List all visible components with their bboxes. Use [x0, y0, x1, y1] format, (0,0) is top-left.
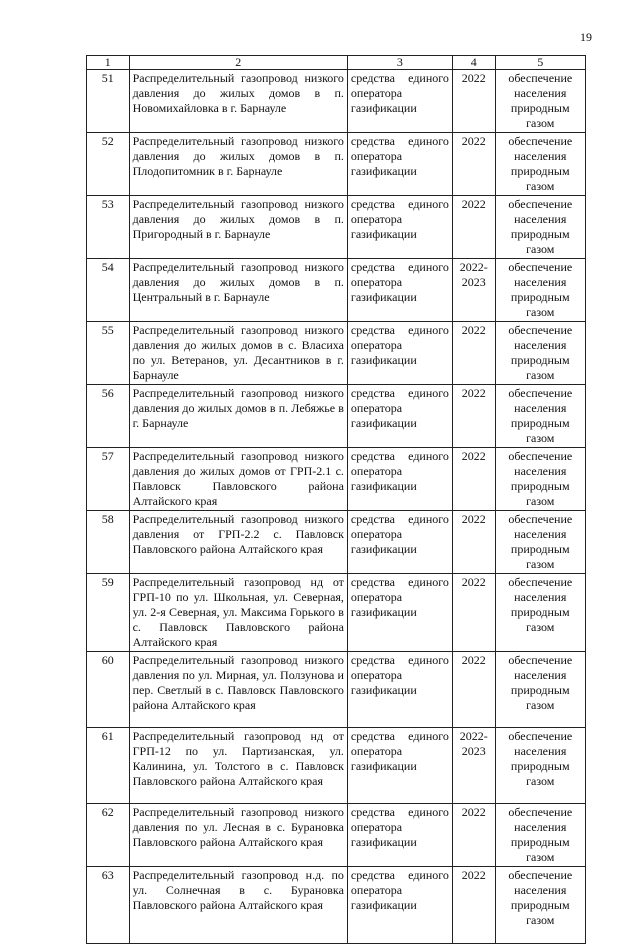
header-col-5: 5	[495, 56, 585, 70]
header-col-2: 2	[129, 56, 347, 70]
page-number: 19	[580, 30, 592, 44]
header-col-4: 4	[452, 56, 495, 70]
funding-source: средства единого оператора газификации	[347, 133, 452, 196]
row-number: 58	[87, 511, 130, 574]
pipeline-name: Распределительный газопровод низкого давления до жилых домов в п. Центральный в г. Барнауле	[129, 259, 347, 322]
table-header-row	[87, 56, 586, 70]
year: 2022	[452, 70, 495, 133]
purpose: обеспечение населения природным газом	[495, 728, 585, 804]
year: 2022	[452, 196, 495, 259]
funding-source: средства единого оператора газификации	[347, 196, 452, 259]
table-row	[87, 804, 586, 867]
pipeline-name: Распределительный газопровод низкого давления до жилых домов в п. Новомихайловка в г. Барнауле	[129, 70, 347, 133]
purpose: обеспечение населения природным газом	[495, 652, 585, 728]
pipeline-name: Распределительный газопровод низкого давления от ГРП-2.2 с. Павловск Павловского района Алтайского края	[129, 511, 347, 574]
year: 2022	[452, 511, 495, 574]
table-row	[87, 385, 586, 448]
year: 2022	[452, 574, 495, 652]
table-row	[87, 728, 586, 804]
pipeline-name: Распределительный газопровод низкого давления по ул. Лесная в с. Бурановка Павловского района Алтайского края	[129, 804, 347, 867]
purpose: обеспечение населения природным газом	[495, 511, 585, 574]
table-body	[87, 70, 586, 944]
gas-pipeline-table	[86, 55, 586, 944]
funding-source: средства единого оператора газификации	[347, 511, 452, 574]
row-number: 59	[87, 574, 130, 652]
funding-source: средства единого оператора газификации	[347, 322, 452, 385]
pipeline-name: Распределительный газопровод низкого давления по ул. Мирная, ул. Ползунова и пер. Светлый в с. Павловск Павловского района Алтайского края	[129, 652, 347, 728]
pipeline-name: Распределительный газопровод низкого давления до жилых домов в с. Власиха по ул. Ветеранов, ул. Десантников в г. Барнауле	[129, 322, 347, 385]
purpose: обеспечение населения природным газом	[495, 867, 585, 944]
row-number: 62	[87, 804, 130, 867]
purpose: обеспечение населения природным газом	[495, 196, 585, 259]
funding-source: средства единого оператора газификации	[347, 448, 452, 511]
pipeline-name: Распределительный газопровод нд от ГРП-12 по ул. Партизанская, ул. Калинина, ул. Толстого в с. Павловск Павловского района Алтайского края	[129, 728, 347, 804]
pipeline-name: Распределительный газопровод низкого давления до жилых домов в п. Лебяжье в г. Барнауле	[129, 385, 347, 448]
purpose: обеспечение населения природным газом	[495, 448, 585, 511]
row-number: 57	[87, 448, 130, 511]
purpose: обеспечение населения природным газом	[495, 385, 585, 448]
row-number: 55	[87, 322, 130, 385]
table-row	[87, 574, 586, 652]
year: 2022-2023	[452, 728, 495, 804]
funding-source: средства единого оператора газификации	[347, 728, 452, 804]
year: 2022	[452, 133, 495, 196]
funding-source: средства единого оператора газификации	[347, 804, 452, 867]
table-row	[87, 196, 586, 259]
row-number: 53	[87, 196, 130, 259]
pipeline-name: Распределительный газопровод низкого давления до жилых домов в п. Пригородный в г. Барнауле	[129, 196, 347, 259]
table-row	[87, 259, 586, 322]
year: 2022	[452, 652, 495, 728]
header-col-3: 3	[347, 56, 452, 70]
row-number: 52	[87, 133, 130, 196]
funding-source: средства единого оператора газификации	[347, 385, 452, 448]
pipeline-name: Распределительный газопровод низкого давления до жилых домов в п. Плодопитомник в г. Барнауле	[129, 133, 347, 196]
pipeline-name: Распределительный газопровод низкого давления до жилых домов от ГРП-2.1 с. Павловск Павловского района Алтайского края	[129, 448, 347, 511]
table-row	[87, 867, 586, 944]
year: 2022-2023	[452, 259, 495, 322]
table-row	[87, 322, 586, 385]
funding-source: средства единого оператора газификации	[347, 259, 452, 322]
row-number: 56	[87, 385, 130, 448]
year: 2022	[452, 322, 495, 385]
purpose: обеспечение населения природным газом	[495, 804, 585, 867]
funding-source: средства единого оператора газификации	[347, 867, 452, 944]
year: 2022	[452, 867, 495, 944]
purpose: обеспечение населения природным газом	[495, 133, 585, 196]
funding-source: средства единого оператора газификации	[347, 70, 452, 133]
purpose: обеспечение населения природным газом	[495, 574, 585, 652]
pipeline-name: Распределительный газопровод н.д. по ул. Солнечная в с. Бурановка Павловского района Алтайского края	[129, 867, 347, 944]
table-row	[87, 70, 586, 133]
year: 2022	[452, 385, 495, 448]
row-number: 60	[87, 652, 130, 728]
pipeline-name: Распределительный газопровод нд от ГРП-10 по ул. Школьная, ул. Северная, ул. 2-я Северная, ул. Максима Горького в с. Павловск Павловского района Алтайского края	[129, 574, 347, 652]
purpose: обеспечение населения природным газом	[495, 322, 585, 385]
year: 2022	[452, 448, 495, 511]
row-number: 54	[87, 259, 130, 322]
table-row	[87, 511, 586, 574]
table-row	[87, 652, 586, 728]
year: 2022	[452, 804, 495, 867]
table-row	[87, 448, 586, 511]
purpose: обеспечение населения природным газом	[495, 259, 585, 322]
purpose: обеспечение населения природным газом	[495, 70, 585, 133]
table-row	[87, 133, 586, 196]
row-number: 51	[87, 70, 130, 133]
row-number: 63	[87, 867, 130, 944]
header-col-1: 1	[87, 56, 130, 70]
funding-source: средства единого оператора газификации	[347, 652, 452, 728]
funding-source: средства единого оператора газификации	[347, 574, 452, 652]
row-number: 61	[87, 728, 130, 804]
